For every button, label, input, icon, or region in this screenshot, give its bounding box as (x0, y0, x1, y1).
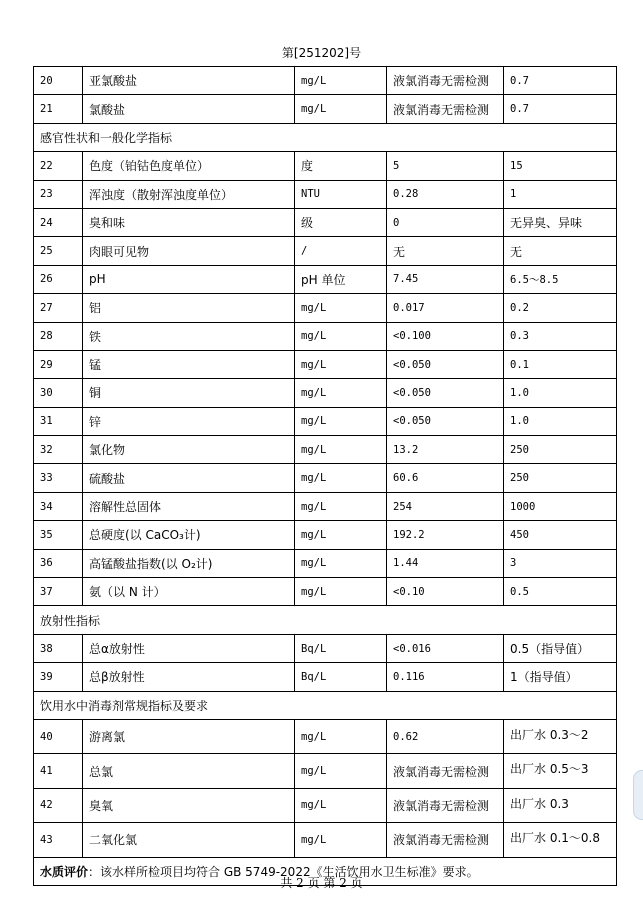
result-cell: <0.050 (387, 379, 504, 407)
result-cell: 0 (387, 208, 504, 236)
limit-cell: 1.0 (504, 379, 617, 407)
unit-cell: / (295, 237, 387, 265)
item-number-cell: 36 (34, 549, 83, 577)
result-cell: 1.44 (387, 549, 504, 577)
unit-cell: Bq/L (295, 663, 387, 691)
result-cell: 0.62 (387, 719, 504, 753)
item-number-cell: 20 (34, 67, 83, 95)
result-cell: 液氯消毒无需检测 (387, 754, 504, 788)
result-cell: 0.017 (387, 294, 504, 322)
result-cell: 液氯消毒无需检测 (387, 788, 504, 822)
item-name-cell: pH (83, 265, 295, 293)
table-row (34, 754, 617, 788)
table-row (34, 294, 617, 322)
table-row (34, 152, 617, 180)
item-name-cell: 锰 (83, 350, 295, 378)
item-name-cell: 总α放射性 (83, 634, 295, 662)
item-number-cell: 35 (34, 521, 83, 549)
limit-cell: 250 (504, 436, 617, 464)
side-scroll-handle[interactable] (633, 770, 643, 820)
limit-cell: 无 (504, 237, 617, 265)
item-number-cell: 23 (34, 180, 83, 208)
table-row (34, 67, 617, 95)
table-row (34, 407, 617, 435)
result-cell: 254 (387, 492, 504, 520)
item-number-cell: 22 (34, 152, 83, 180)
item-name-cell: 亚氯酸盐 (83, 67, 295, 95)
water-quality-table (33, 66, 617, 886)
unit-cell: mg/L (295, 521, 387, 549)
table-row (34, 663, 617, 691)
result-cell: 5 (387, 152, 504, 180)
unit-cell: pH 单位 (295, 265, 387, 293)
item-name-cell: 溶解性总固体 (83, 492, 295, 520)
limit-cell: 250 (504, 464, 617, 492)
item-number-cell: 39 (34, 663, 83, 691)
section-title: 感官性状和一般化学指标 (34, 123, 617, 151)
evaluation-text: ：该水样所检项目均符合 GB 5749-2022《生活饮用水卫生标准》要求。 (88, 864, 479, 879)
item-name-cell: 游离氯 (83, 719, 295, 753)
limit-cell: 0.3 (504, 322, 617, 350)
table-row (34, 823, 617, 857)
item-number-cell: 34 (34, 492, 83, 520)
limit-cell: 1（指导值） (504, 663, 617, 691)
item-name-cell: 锌 (83, 407, 295, 435)
item-name-cell: 臭氧 (83, 788, 295, 822)
table-row (34, 634, 617, 662)
unit-cell: mg/L (295, 379, 387, 407)
result-cell: 192.2 (387, 521, 504, 549)
item-number-cell: 21 (34, 95, 83, 123)
unit-cell: NTU (295, 180, 387, 208)
result-cell: <0.016 (387, 634, 504, 662)
item-number-cell: 30 (34, 379, 83, 407)
item-name-cell: 氨（以 N 计） (83, 578, 295, 606)
unit-cell: mg/L (295, 823, 387, 857)
table-row (34, 492, 617, 520)
result-cell: <0.050 (387, 407, 504, 435)
table-row (34, 379, 617, 407)
item-number-cell: 33 (34, 464, 83, 492)
item-number-cell: 40 (34, 719, 83, 753)
result-cell: <0.100 (387, 322, 504, 350)
item-name-cell: 二氧化氯 (83, 823, 295, 857)
unit-cell: mg/L (295, 492, 387, 520)
table-row (34, 208, 617, 236)
result-cell: 液氯消毒无需检测 (387, 823, 504, 857)
item-name-cell: 总氯 (83, 754, 295, 788)
limit-cell: 出厂水 0.1～0.8 (504, 823, 617, 857)
limit-cell: 0.7 (504, 95, 617, 123)
item-number-cell: 24 (34, 208, 83, 236)
unit-cell: 级 (295, 208, 387, 236)
limit-cell: 15 (504, 152, 617, 180)
section-header-row (34, 123, 617, 151)
unit-cell: mg/L (295, 350, 387, 378)
table-row (34, 464, 617, 492)
result-cell: 60.6 (387, 464, 504, 492)
unit-cell: mg/L (295, 719, 387, 753)
limit-cell: 0.7 (504, 67, 617, 95)
section-header-row (34, 606, 617, 634)
item-name-cell: 高锰酸盐指数(以 O₂计) (83, 549, 295, 577)
section-header-row (34, 691, 617, 719)
item-number-cell: 32 (34, 436, 83, 464)
item-number-cell: 28 (34, 322, 83, 350)
item-number-cell: 42 (34, 788, 83, 822)
item-number-cell: 26 (34, 265, 83, 293)
evaluation-label: 水质评价 (40, 864, 89, 879)
table-row (34, 578, 617, 606)
unit-cell: mg/L (295, 322, 387, 350)
item-name-cell: 肉眼可见物 (83, 237, 295, 265)
limit-cell: 1000 (504, 492, 617, 520)
table-row (34, 788, 617, 822)
unit-cell: mg/L (295, 294, 387, 322)
limit-cell: 0.5（指导值） (504, 634, 617, 662)
limit-cell: 出厂水 0.3～2 (504, 719, 617, 753)
unit-cell: mg/L (295, 788, 387, 822)
limit-cell: 3 (504, 549, 617, 577)
unit-cell: mg/L (295, 67, 387, 95)
item-name-cell: 总β放射性 (83, 663, 295, 691)
result-cell: 液氯消毒无需检测 (387, 67, 504, 95)
result-cell: 0.28 (387, 180, 504, 208)
item-number-cell: 41 (34, 754, 83, 788)
limit-cell: 1 (504, 180, 617, 208)
table-row (34, 265, 617, 293)
unit-cell: mg/L (295, 549, 387, 577)
table-row (34, 350, 617, 378)
limit-cell: 出厂水 0.5～3 (504, 754, 617, 788)
limit-cell: 1.0 (504, 407, 617, 435)
result-cell: 13.2 (387, 436, 504, 464)
table-row (34, 436, 617, 464)
item-number-cell: 27 (34, 294, 83, 322)
limit-cell: 0.5 (504, 578, 617, 606)
limit-cell: 无异臭、异味 (504, 208, 617, 236)
limit-cell: 出厂水 0.3 (504, 788, 617, 822)
result-cell: 0.116 (387, 663, 504, 691)
page-footer: 共 2 页 第 2 页 (280, 876, 363, 890)
result-cell: 液氯消毒无需检测 (387, 95, 504, 123)
unit-cell: mg/L (295, 436, 387, 464)
item-name-cell: 铁 (83, 322, 295, 350)
result-cell: <0.050 (387, 350, 504, 378)
item-name-cell: 氯化物 (83, 436, 295, 464)
table-body (34, 67, 617, 858)
limit-cell: 0.1 (504, 350, 617, 378)
unit-cell: mg/L (295, 407, 387, 435)
item-name-cell: 浑浊度（散射浑浊度单位） (83, 180, 295, 208)
item-name-cell: 铜 (83, 379, 295, 407)
unit-cell: Bq/L (295, 634, 387, 662)
table-row (34, 521, 617, 549)
limit-cell: 450 (504, 521, 617, 549)
item-name-cell: 色度（铂钴色度单位） (83, 152, 295, 180)
item-name-cell: 硫酸盐 (83, 464, 295, 492)
table-row (34, 180, 617, 208)
item-name-cell: 铝 (83, 294, 295, 322)
table-row (34, 549, 617, 577)
table-row (34, 322, 617, 350)
limit-cell: 6.5～8.5 (504, 265, 617, 293)
item-name-cell: 氯酸盐 (83, 95, 295, 123)
item-name-cell: 总硬度(以 CaCO₃计) (83, 521, 295, 549)
unit-cell: mg/L (295, 754, 387, 788)
unit-cell: mg/L (295, 464, 387, 492)
item-number-cell: 29 (34, 350, 83, 378)
item-number-cell: 43 (34, 823, 83, 857)
section-title: 放射性指标 (34, 606, 617, 634)
item-number-cell: 25 (34, 237, 83, 265)
unit-cell: mg/L (295, 95, 387, 123)
result-cell: 无 (387, 237, 504, 265)
table-row (34, 95, 617, 123)
unit-cell: 度 (295, 152, 387, 180)
report-number: 第[251202]号 (281, 46, 362, 60)
table-row (34, 237, 617, 265)
item-number-cell: 37 (34, 578, 83, 606)
section-title: 饮用水中消毒剂常规指标及要求 (34, 691, 617, 719)
item-number-cell: 31 (34, 407, 83, 435)
item-name-cell: 臭和味 (83, 208, 295, 236)
result-cell: 7.45 (387, 265, 504, 293)
item-number-cell: 38 (34, 634, 83, 662)
result-cell: <0.10 (387, 578, 504, 606)
unit-cell: mg/L (295, 578, 387, 606)
table-row (34, 719, 617, 753)
limit-cell: 0.2 (504, 294, 617, 322)
